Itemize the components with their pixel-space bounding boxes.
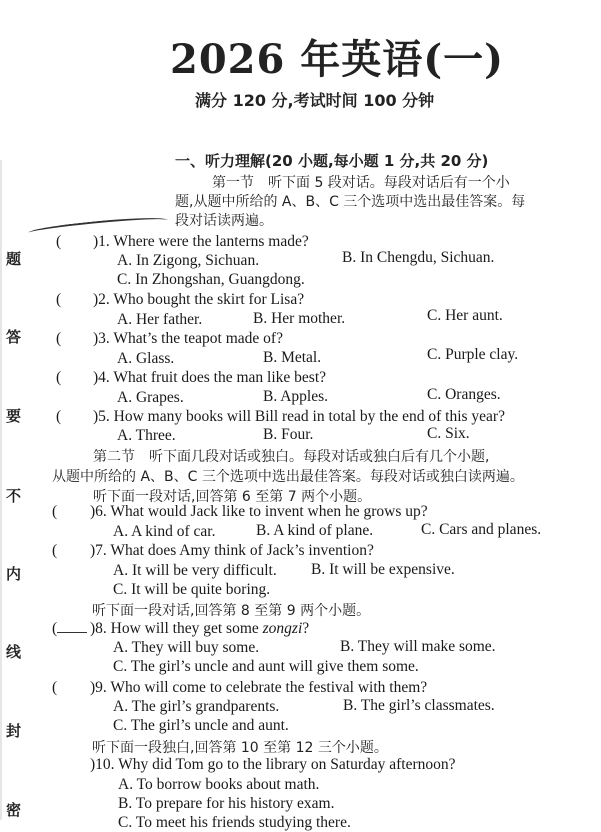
answer-paren: (	[52, 679, 58, 696]
monologue-intro: 听下面一段独白,回答第 10 至第 12 三个小题。	[92, 740, 388, 756]
option-b: B. In Chengdu, Sichuan.	[342, 249, 495, 266]
option-c: C. Six.	[427, 425, 470, 442]
question-5: )5. How many books will Bill read in total by the end of this year?	[93, 408, 505, 425]
question-7: )7. What does Amy think of Jack’s invention?	[90, 542, 374, 559]
option-c: C. To meet his friends studying there.	[118, 814, 351, 831]
option-c: C. Her aunt.	[427, 307, 503, 324]
page-subtitle: 满分 120 分,考试时间 100 分钟	[195, 91, 435, 110]
question-8-italic: zongzi	[262, 620, 303, 637]
part1-instruction: 第一节 听下面 5 段对话。每段对话后有一个小	[212, 175, 510, 191]
option-b: B. They will make some.	[340, 638, 496, 655]
page-title: 2026 年英语(一)	[170, 36, 505, 83]
option-c: C. Purple clay.	[427, 346, 519, 363]
question-8-end: ?	[302, 620, 310, 637]
option-a: A. A kind of car.	[113, 523, 216, 540]
part1-instruction: 段对话读两遍。	[175, 213, 273, 229]
option-a: A. They will buy some.	[113, 639, 260, 656]
margin-line	[0, 160, 2, 820]
option-b: B. To prepare for his history exam.	[118, 795, 335, 812]
margin-char: 不	[6, 487, 22, 505]
answer-paren	[52, 620, 87, 638]
answer-paren-text: (	[52, 620, 58, 637]
option-a: A. Three.	[117, 427, 176, 444]
question-8-text: )8. How will they get some	[90, 620, 263, 637]
option-a: A. Glass.	[117, 350, 175, 367]
question-1: )1. Where were the lanterns made?	[93, 233, 309, 250]
option-b: B. The girl’s classmates.	[343, 697, 495, 714]
option-c: C. Oranges.	[427, 386, 501, 403]
answer-paren: (	[56, 369, 62, 386]
answer-blank[interactable]	[57, 622, 87, 633]
answer-paren: (	[56, 233, 62, 250]
question-4: )4. What fruit does the man like best?	[93, 369, 327, 386]
question-9: )9. Who will come to celebrate the festival with them?	[90, 679, 428, 696]
section-heading: 一、听力理解(20 小题,每小题 1 分,共 20 分)	[175, 152, 489, 170]
option-a: A. The girl’s grandparents.	[113, 698, 280, 715]
dialogue-intro: 听下面一段对话,回答第 8 至第 9 两个小题。	[92, 603, 371, 619]
option-c: C. The girl’s uncle and aunt.	[113, 717, 289, 734]
option-b: B. Four.	[263, 426, 314, 443]
margin-char: 封	[6, 722, 22, 740]
answer-paren: (	[56, 408, 62, 425]
option-c: C. It will be quite boring.	[113, 581, 271, 598]
margin-char: 密	[6, 801, 22, 819]
option-a: A. It will be very difficult.	[113, 562, 277, 579]
option-b: B. Her mother.	[253, 310, 346, 327]
part2-instruction: 从题中所给的 A、B、C 三个选项中选出最佳答案。每段对话或独白读两遍。	[52, 469, 524, 485]
part1-instruction: 题,从题中所给的 A、B、C 三个选项中选出最佳答案。每	[175, 194, 526, 210]
option-b: B. Apples.	[263, 388, 329, 405]
option-a: A. Her father.	[117, 311, 203, 328]
option-a: A. Grapes.	[117, 389, 184, 406]
option-b: B. Metal.	[263, 349, 322, 366]
answer-paren: (	[56, 291, 62, 308]
option-c: C. Cars and planes.	[421, 521, 542, 538]
option-a: A. To borrow books about math.	[118, 776, 320, 793]
question-8	[90, 620, 309, 638]
option-c: C. In Zhongshan, Guangdong.	[117, 271, 305, 288]
answer-paren: (	[52, 542, 58, 559]
margin-char: 答	[6, 328, 22, 346]
dialogue-intro: 听下面一段对话,回答第 6 至第 7 两个小题。	[93, 489, 372, 505]
question-2: )2. Who bought the skirt for Lisa?	[93, 291, 305, 308]
option-b: B. It will be expensive.	[311, 561, 455, 578]
margin-char: 要	[6, 407, 22, 425]
option-c: C. The girl’s uncle and aunt will give them some.	[113, 658, 419, 675]
margin-char: 题	[6, 250, 22, 268]
answer-paren: (	[56, 330, 62, 347]
question-3: )3. What’s the teapot made of?	[93, 330, 283, 347]
margin-char: 内	[6, 565, 22, 583]
question-10: )10. Why did Tom go to the library on Saturday afternoon?	[90, 756, 456, 773]
margin-char: 线	[6, 643, 22, 661]
question-6: )6. What would Jack like to invent when he grows up?	[90, 503, 428, 520]
answer-paren: (	[52, 503, 58, 520]
option-b: B. A kind of plane.	[256, 522, 374, 539]
part2-instruction: 第二节 听下面几段对话或独白。每段对话或独白后有几个小题,	[93, 449, 490, 465]
option-a: A. In Zigong, Sichuan.	[117, 252, 260, 269]
